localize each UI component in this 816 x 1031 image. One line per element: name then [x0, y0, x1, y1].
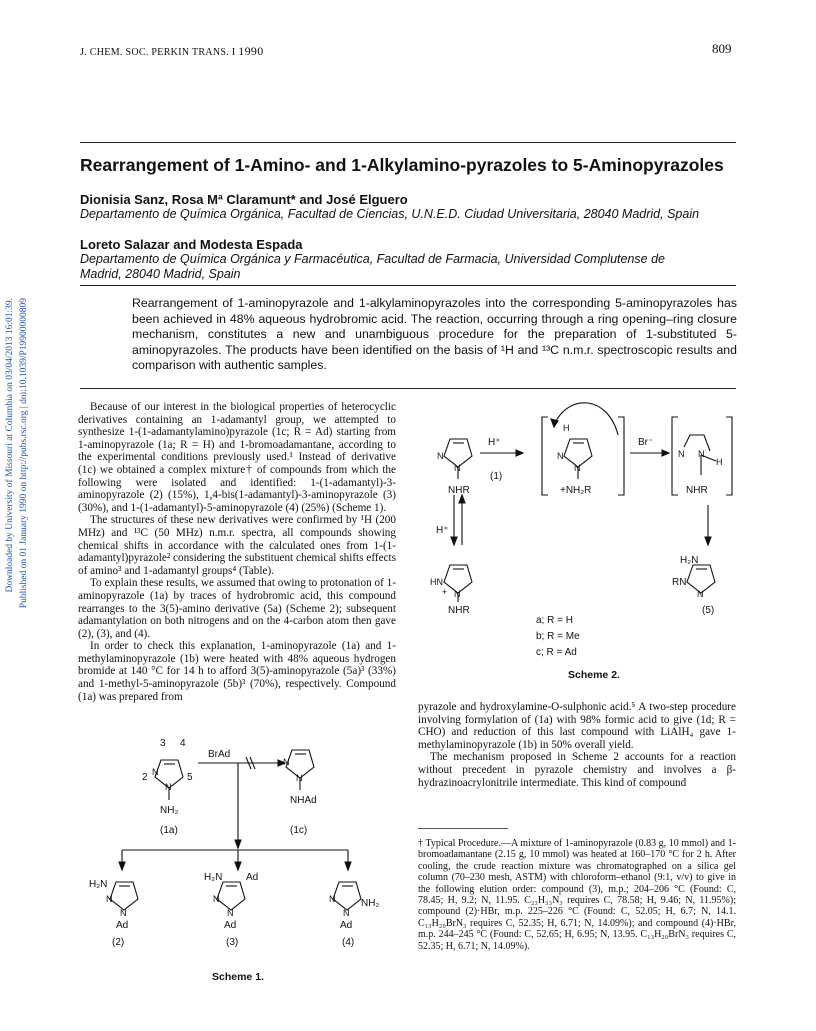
- abstract-rule-top: [80, 285, 736, 286]
- reagent-brad: BrAd: [208, 749, 231, 760]
- subst-2-ad: Ad: [116, 920, 129, 931]
- svg-text:N: N: [697, 589, 704, 599]
- paragraph-explanation: To explain these results, we assumed that owing to protonation of 1-aminopyrazole (1a) by traces of hydrobromic acid, this compound rearranges to the 3(5)-amino derivative (5a) (Scheme 2); subsequent adamantylation on both nitrogens and on the 4-carbon atom then gave (2), (3), and (4).: [78, 577, 396, 640]
- subst-4-ad: Ad: [340, 920, 353, 931]
- journal-year: 1990: [238, 44, 264, 58]
- label-1a: (1a): [160, 825, 178, 836]
- svg-text:N: N: [454, 463, 461, 473]
- article-title: Rearrangement of 1-Amino- and 1-Alkylamino-pyrazoles to 5-Aminopyrazoles: [80, 155, 724, 175]
- affiliation-1: Departamento de Química Orgánica, Facultad de Ciencias, U.N.E.D. Ciudad Universitaria, 28040 Madrid, Spain: [80, 207, 700, 221]
- reagent-h-plus-2: H⁺: [436, 525, 449, 536]
- author-group-2: Loreto Salazar and Modesta Espada: [80, 237, 303, 252]
- subst-h-ring: H: [563, 423, 570, 433]
- title-rule-top: [80, 142, 736, 143]
- svg-text:N: N: [213, 894, 220, 904]
- subst-2-amino: H₂N: [89, 879, 108, 890]
- r-group-c: c; R = Ad: [536, 647, 577, 658]
- subst-1c: NHAd: [290, 795, 317, 806]
- label-4: (4): [342, 937, 355, 948]
- svg-text:N: N: [106, 894, 113, 904]
- ring-number-5: 5: [187, 772, 193, 783]
- svg-text:N: N: [574, 463, 581, 473]
- svg-text:HN: HN: [430, 577, 443, 587]
- svg-text:N: N: [296, 773, 303, 783]
- reagent-h-plus: H⁺: [488, 437, 501, 448]
- svg-text:N: N: [329, 894, 336, 904]
- subst-5-amino: H₂N: [680, 555, 699, 566]
- paragraph-intro: Because of our interest in the biological properties of heterocyclic derivatives containing an 1-adamantyl group, we attempted to synthesize 1-(1-adamantylamino)pyrazole (1c; R = Ad) starting from 1-aminopyrazole (1a; R = H) and 1-bromoadamantane, according to the experimental conditions previously used.¹ Instead of derivative (1c) we obtained a complex mixture† of compounds from which the following were isolated and identified: 1-(1-adamantyl)-3-aminopyrazole (2) (15%), 1,4-bis(1-adamantyl)-3-aminopyrazole (3) (30%), and 1-(1-adamantyl)-5-aminopyrazole (4) (25%) (Scheme 1).: [78, 401, 396, 514]
- running-header: [80, 44, 264, 59]
- label-1c: (1c): [290, 825, 308, 836]
- ring-number-4: 4: [180, 738, 186, 749]
- page-number: 809: [712, 41, 732, 56]
- svg-text:N: N: [437, 451, 444, 461]
- svg-text:N: N: [227, 908, 234, 918]
- paragraph-nmr: The structures of these new derivatives were confirmed by ¹H (200 MHz) and ¹³C (50 MHz) n.m.r. spectra, all compounds showing chemical shifts in accordance with the calculated ones from 1-(1-adamantyl)pyrazole² considering the substituent chemical shifts effects of amino³ and 1-adamantyl groups⁴ (Table).: [78, 514, 396, 577]
- r-group-b: b; R = Me: [536, 631, 580, 642]
- label-1: (1): [490, 471, 503, 482]
- subst-4-amino: NH₂: [361, 898, 380, 909]
- paragraph-mechanism: The mechanism proposed in Scheme 2 accounts for a reaction without precedent in pyrazole chemistry and involves a β-hydrazinoacrylonitrile intermediate. This kind of compound: [418, 751, 736, 789]
- subst-protonated: +NH₂R: [560, 485, 592, 496]
- scheme-2: [418, 395, 738, 685]
- publication-notice[interactable]: Published on 01 January 1990 on http://pubs.rsc.org | doi:10.1039/P19900000809: [19, 298, 29, 609]
- scheme-1-caption: Scheme 1.: [212, 971, 264, 983]
- svg-text:N: N: [120, 908, 127, 918]
- paragraph-synthesis: pyrazole and hydroxylamine-O-sulphonic acid.⁵ A two-step procedure involving formylation of (1a) with 98% formic acid to give (1d; R = CHO) and reduction of this last compound with LiAlH₄ gave 1-methylaminopyrazole (1b) in 50% overall yield.: [418, 701, 736, 751]
- subst-5-rn: RN: [672, 577, 687, 588]
- journal-name: J. CHEM. SOC. PERKIN TRANS. I: [80, 47, 236, 58]
- svg-text:N: N: [343, 908, 350, 918]
- label-3: (3): [226, 937, 239, 948]
- footnote-procedure: † Typical Procedure.—A mixture of 1-aminopyrazole (0.83 g, 10 mmol) and 1-bromoadamantane (2.15 g, 10 mmol) was heated at 160–170 °C for 2 h. After cooling, the crude reaction mixture was chromatographed on a silica gel column (70–230 mesh, ASTM) with chloroform–ethanol (9:1, v/v) to give in the following elution order: compound (3), m.p.; 204–206 °C (Found: C, 78.45; H, 9.2; N, 11.95. C₂₃H₃₃N₃ requires C, 78.58; H, 9.46; N, 11.95%); compound (2)·HBr, m.p. 225–226 °C (Found: C, 52.05; H, 6.7; N, 14.1. C₁₃H₂₀BrN₃ requires C, 52.35; H, 6.71; N, 14.09%); and compound (4)·HBr, m.p. 244–245 °C (Found: C, 52.65; H, 6.95; N, 13.95. C₁₃H₂₀BrN₃ requires C, 52.35; H, 6.71; N, 14.09%).: [418, 838, 736, 952]
- subst-1a: NH₂: [160, 805, 179, 816]
- subst-3-ad-c4: Ad: [246, 872, 259, 883]
- affiliation-2: Departamento de Química Orgánica y Farmacéutica, Facultad de Farmacia, Universidad Complutense de Madrid, 28040 Madrid, Spain: [80, 252, 665, 281]
- paragraph-experiment: In order to check this explanation, 1-aminopyrazole (1a) and 1-methylaminopyrazole (1b) were heated with 48% aqueous hydrogen bromide at 140 °C for 14 h to afford 3(5)-aminopyrazole (5a)³ (33%) and 1-methyl-5-aminopyrazole (5b)³ (70%), respectively. Compound (1a) was prepared from: [78, 640, 396, 703]
- svg-text:N: N: [152, 767, 159, 777]
- footnote-rule: [418, 828, 508, 829]
- r-group-a: a; R = H: [536, 615, 573, 626]
- subst-3-ad: Ad: [224, 920, 237, 931]
- label-5: (5): [702, 605, 715, 616]
- svg-text:N: N: [454, 589, 461, 599]
- left-column: [78, 401, 396, 703]
- ring-number-2: 2: [142, 772, 148, 783]
- abstract-rule-bottom: [80, 388, 736, 389]
- scheme-2-caption: Scheme 2.: [568, 669, 620, 681]
- subst-ylide: NHR: [448, 605, 470, 616]
- scheme-1: [80, 730, 400, 1020]
- download-notice: Downloaded by University of Missouri at Columbia on 03/04/2013 16:01:39.: [5, 298, 15, 593]
- label-2: (2): [112, 937, 125, 948]
- right-column: [418, 701, 736, 789]
- svg-text:N: N: [678, 449, 685, 459]
- svg-text:N: N: [165, 782, 172, 792]
- author-group-1: Dionisia Sanz, Rosa Mª Claramunt* and José Elguero: [80, 192, 408, 207]
- svg-text:N: N: [698, 449, 705, 459]
- reagent-br-minus: Br⁻: [638, 437, 654, 448]
- svg-text:+: +: [442, 587, 448, 597]
- subst-3-amino: H₂N: [204, 872, 223, 883]
- abstract: Rearrangement of 1-aminopyrazole and 1-alkylaminopyrazoles into the corresponding 5-aminopyrazoles has been achieved in 48% aqueous hydrobromic acid. The reaction, occurring through a ring opening–ring closure mechanism, constitutes a new and unambiguous procedure for the preparation of 1-substituted 5-aminopyrazoles. The products have been identified on the basis of ¹H and ¹³C n.m.r. spectroscopic results and comparison with authentic samples.: [132, 296, 737, 372]
- subst-h-open: H: [716, 457, 723, 467]
- svg-text:N: N: [557, 451, 564, 461]
- svg-text:N: N: [283, 757, 290, 767]
- ring-number-3: 3: [160, 738, 166, 749]
- subst-open: NHR: [686, 485, 708, 496]
- subst-1: NHR: [448, 485, 470, 496]
